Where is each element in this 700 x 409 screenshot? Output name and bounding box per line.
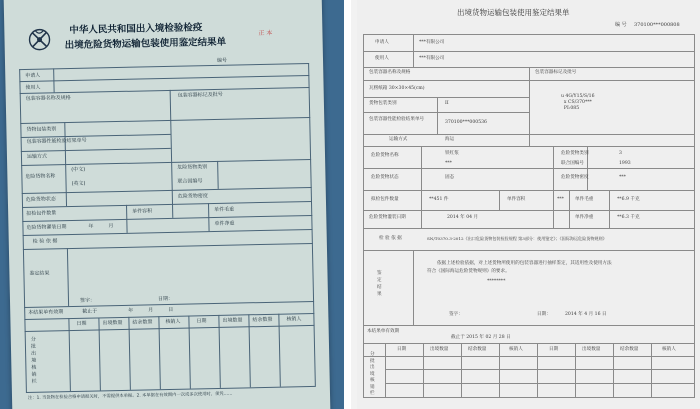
label-hazard-class: 危险货物类别 [177,164,208,171]
label-hazard-state: 危险货物状态 [25,196,56,203]
doc-pkg-name-value: 瓦楞纸箱 30×30×45(cm) [369,86,425,91]
doc-page [357,0,700,409]
label-unit-gross: 单件毛重 [214,206,235,214]
doc-batch-col-header: 日期 [397,347,407,352]
form-sheet [4,0,331,409]
doc-user-label: 使用人 [375,56,389,61]
doc-hazard-name-value: 铁红浆 [445,151,459,156]
doc-conclusion-stars: ******** [487,279,506,284]
label-year: 年 [88,223,94,230]
doc-fill-date-value: 2014 年 04 月 [447,215,479,220]
doc-qty-label: 拟检包件数量 [371,197,399,202]
doc-conclusion-line2: 符合《国际海运危险货物规则》的要求。 [427,269,510,274]
label-validity-month: 月 [148,307,154,314]
doc-basis-label: 检 验 依 据 [379,236,402,241]
doc-validity-label: 本结果单有效期 [367,329,400,334]
label-pkg-name: 包装容器名称及规格 [25,94,71,102]
doc-applicant-label: 申请人 [375,40,389,45]
doc-basis-value: SN/T0370.3-2012《出口危险货物包装检验规程 第3部分：使用鉴定》；《国际海运危险货物规则》 [427,236,607,241]
doc-applicant-value: ***有限公司 [419,40,445,45]
label-un-no: 联合国编号 [177,178,203,185]
photo-blank-form [0,0,344,409]
doc-batch-col-header: 日期 [549,347,559,352]
label-en: (英文) [71,180,86,187]
label-conclusion: 鉴定结果 [29,270,50,277]
batch-col-header: 核销人 [286,316,302,323]
doc-density-label: 危险货物密度 [561,175,589,180]
label-transport: 运输方式 [26,153,48,160]
doc-unit-net-value: **6.3 千克 [617,215,640,220]
scanned-filled-form [351,0,700,409]
label-unit-net: 单件净重 [214,220,235,228]
label-date: 日期： [157,295,174,303]
doc-state-label: 危险货物状态 [371,175,399,180]
label-goods-class: 货物包装类别 [26,126,57,133]
serial-label: 编号 [216,57,228,64]
label-cn: (中文) [71,166,86,173]
doc-pkg-marks-label: 包装容器标记及批号 [535,70,577,75]
label-fill-date: 危险货物灌装日期 [26,224,67,231]
doc-transport-value: 海运 [445,137,455,142]
label-container-no: 包装容器性能检验结果单号 [26,137,87,145]
doc-unit-vol-label: 单件容积 [507,197,526,202]
form-title-2: 出境危险货物运输包装使用鉴定结果单 [64,36,227,52]
doc-transport-label: 运输方式 [389,137,408,142]
doc-batch-col-header: 出境数量 [582,347,601,352]
label-hazard-name: 危险货物名称 [25,173,56,180]
doc-perf-no-label: 包装容器性能检验结果单号 [369,117,425,122]
doc-batch-col-header: 出境数量 [430,347,449,352]
doc-unit-net-label: 单件净重 [575,215,594,220]
batch-col-header: 核销人 [165,318,181,326]
doc-un-label: 联合国编号 [561,161,584,166]
label-user: 使用人 [25,84,41,91]
doc-user-value: ***有限公司 [419,56,445,61]
doc-hazard-name-en: *** [445,161,452,166]
label-validity-day: 日 [168,306,174,313]
doc-batch-col-header: 核销人 [509,347,523,352]
doc-date-value: 2014 年 4 月 16 日 [565,312,607,317]
form-footnote: 注：1. 当货物在检验合格申请报关时，不需提供本单据。2. 本单据在有效期内一次或多次使用时，须凭…… [27,391,233,401]
label-sign: 签字： [79,297,96,304]
doc-serial-label: 编 号 [615,22,627,28]
label-validity: 本结果单有效期 [28,309,64,316]
label-qty: 拟检包件数量 [26,210,57,217]
label-month: 月 [108,223,114,230]
batch-col-header: 出境数量 [222,317,243,324]
doc-unit-vol-value: *** [557,197,564,202]
doc-hazard-class-value: 3 [619,151,622,156]
doc-hazard-class-label: 危险货物类别 [561,151,589,156]
doc-batch-col-header: 核销人 [662,347,676,352]
doc-density-value: *** [619,175,626,180]
batch-col-header: 日期 [196,318,207,325]
doc-pkg-name-label: 包装容器名称及规格 [369,70,411,75]
doc-state-value: 固态 [445,175,455,180]
doc-unit-gross-value: **6.9 千克 [617,197,640,202]
doc-fill-date-label: 危险货物灌装日期 [369,215,406,220]
doc-goods-class-value: II [445,101,449,106]
doc-goods-class-label: 货物包装类别 [369,101,397,106]
doc-conclusion-label: 鉴定结果 [377,271,382,297]
doc-conclusion-line1: 依据上述检验依据，对上述货物所使用的包装容器进行抽样鉴定，其适用性及使用方法 [437,261,612,266]
label-unit-volume: 单件容积 [132,208,153,215]
original-stamp: 正 本 [258,29,273,38]
doc-un-value: 1993 [619,161,631,166]
batch-col-header: 出境数量 [102,319,123,327]
doc-serial-value: 370100***000808 [634,22,680,28]
doc-qty-value: **451 件 [429,197,449,202]
label-until: 截止于 [82,308,98,315]
doc-date-label: 日期： [537,312,551,317]
doc-batch-col-header: 结余数量 [468,347,487,352]
ciq-emblem-icon [26,26,53,53]
doc-validity-value: 截止于 2015 年 02 月 28 日 [451,335,511,340]
batch-col-header: 日期 [76,320,87,327]
doc-perf-no-value: 370100***000536 [445,120,487,125]
label-pkg-marks: 包装容器标记及批号 [177,91,223,99]
doc-batch-col-header: 结余数量 [620,347,639,352]
doc-marks-value: u 4G/Y15/S/16 x CS/370*** PI:085 [561,94,595,111]
doc-batch-side-label: 分批出境核销栏 [370,352,375,396]
batch-col-header: 结余数量 [132,319,153,326]
doc-unit-gross-label: 单件毛重 [575,197,594,202]
label-applicant: 申请人 [25,72,41,79]
doc-hazard-name-label: 危险货物名称 [371,153,399,158]
doc-sign-label: 签字： [449,312,463,317]
doc-title: 出境货物运输包装使用鉴定结果单 [457,8,570,17]
label-validity-year: 年 [128,307,134,314]
batch-col-header: 结余数量 [252,316,273,324]
label-basis: 检 验 依 据 [32,238,58,245]
form-title-1: 中华人民共和国出入境检验检疫 [69,22,203,37]
label-density: 危险货物密度 [177,193,208,200]
label-batch-side: 分批出境核销栏 [30,336,37,385]
